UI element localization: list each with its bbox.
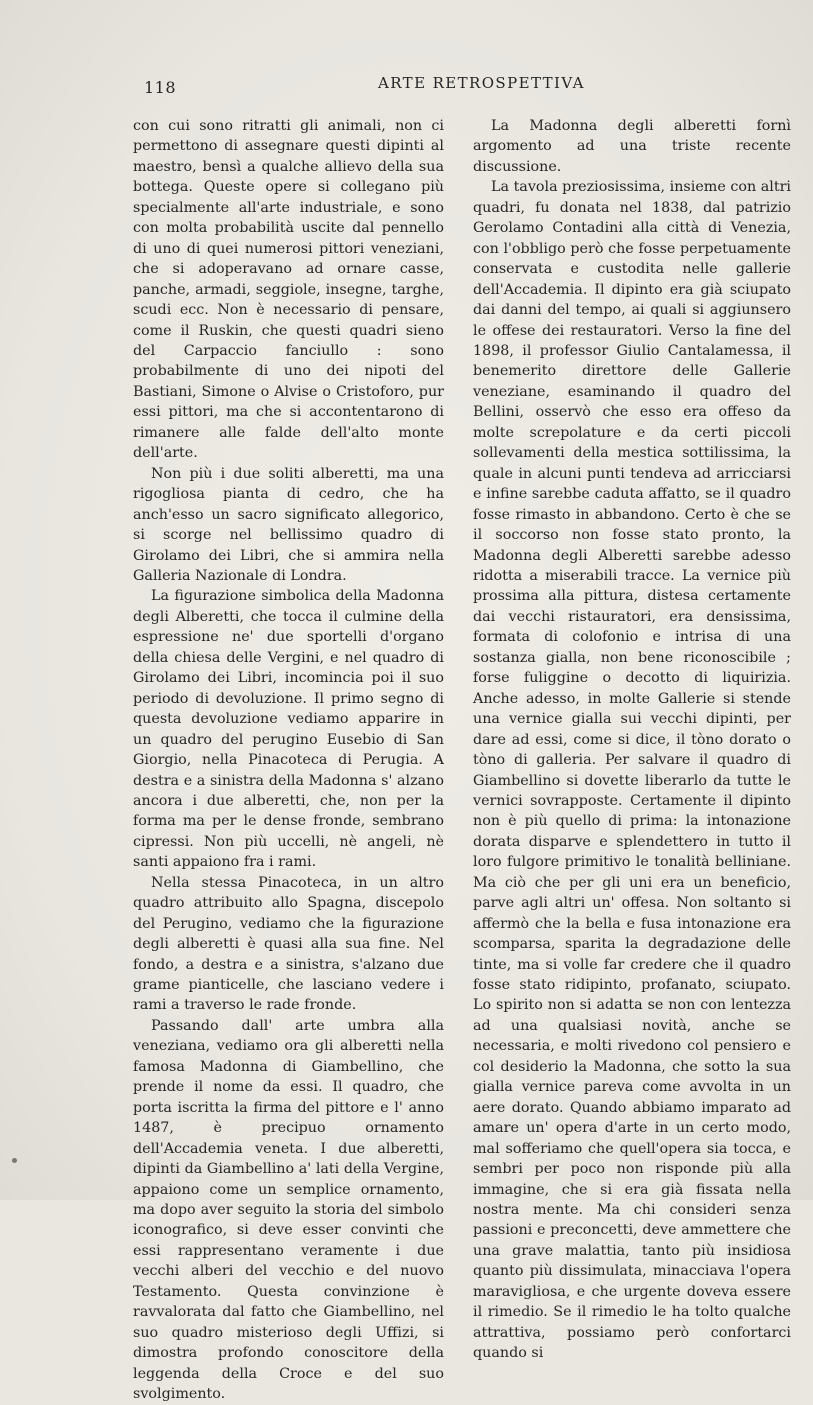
- paragraph: Passando dall' arte umbra alla veneziana, vediamo ora gli alberetti nella famosa Madonna di Giambellino, che prende il nome da essi. Il quadro, che porta iscritta la firma del pittore e l' anno 1487, è precipuo ornamento dell'Accademia veneta. I due alberetti, dipinti da Giambellino a' lati della Vergine, appaiono come un semplice ornamento, ma dopo aver seguito la storia del simbolo iconografico, si deve esser convinti che essi rappresentano veramente i due vecchi alberi del vecchio e del nuovo Testamento. Questa convinzione è ravvalorata dal fatto che Giambellino, nel suo quadro misterioso degli Uffizi, si dimostra profondo conoscitore della leggenda della Croce e del suo svolgimento.: [133, 1017, 444, 1403]
- paragraph: La tavola preziosissima, insieme con altri quadri, fu donata nel 1838, dal patrizio Gerolamo Contadini alla città di Venezia, con l'obbligo però che fosse perpetuamente conservata e custodita nelle gallerie dell'Accademia. Il dipinto era già sciupato dai danni del tempo, ai quali si aggiunsero le offese dei restauratori. Verso la fine del 1898, il professor Giulio Cantalamessa, il benemerito direttore delle Gallerie veneziane, esaminando il quadro del Bellini, osservò che esso era offeso da molte screpolature e da certi piccoli sollevamenti della mestica sottilissima, la quale in alcuni punti tendeva ad arricciarsi e infine sarebbe caduta affatto, se il quadro fosse rimasto in abbandono. Certo è che se il soccorso non fosse stato pronto, la Madonna degli Alberetti sarebbe adesso ridotta a miserabili tracce. La vernice più prossima alla pittura, distesa certamente dai vecchi ristauratori, era densissima, formata di colofonio e intrisa di una sostanza gialla, non bene riconoscibile ; forse fuliggine o decotto di liquirizia. Anche adesso, in molte Gallerie si stende una vernice gialla sui vecchi dipinti, per dare ad essi, come si dice, il tòno dorato o tòno di galleria. Per salvare il quadro di Giambellino si dovette liberarlo da tutte le vernici sovrapposte. Certamente il dipinto non è più quello di prima: la intonazione dorata disparve e splendettero in tutto il loro fulgore primitivo le tonalità belliniane. Ma ciò che per gli uni era un beneficio, parve agli altri un' offesa. Non soltanto si affermò che la bella e fusa intonazione era scomparsa, sparita la degradazione delle tinte, ma si volle far credere che il quadro fosse stato ridipinto, profanato, sciupato. Lo spirito non si adatta se non con lentezza ad una qualsiasi novità, anche se necessaria, e molti rivedono col pensiero e col desiderio la Madonna, che sotto la sua gialla vernice pareva come avvolta in un aere dorato. Quando abbiamo imparato ad amare un' opera d'arte in un certo modo, mal sofferiamo che quell'opera sia tocca, e sembri per poco non risponde più alla immagine, che si era già fissata nella nostra mente. Ma chi consideri senza passioni e preconcetti, deve ammettere che una grave malattia, tanto più insidiosa quanto più dissimulata, minacciava l'opera maravigliosa, e che urgente doveva essere il rimedio. Se il rimedio le ha tolto qualche attrattiva, possiamo però confortarci quando si: [473, 179, 791, 1362]
- paragraph: Nella stessa Pinacoteca, in un altro quadro attribuito allo Spagna, discepolo del Perugino, vediamo che la figurazione degli alberetti è quasi alla sua fine. Nel fondo, a destra e a sinistra, s'alzano due grame pianticelle, che lasciano vedere i rami a traverso le rade fronde.: [133, 874, 444, 1014]
- ink-spot: [12, 1158, 17, 1163]
- paragraph: La figurazione simbolica della Madonna degli Alberetti, che tocca il culmine della espressione ne' due sportelli d'organo della chiesa delle Vergini, e nel quadro di Girolamo dei Libri, incomincia poi il suo periodo di devoluzione. Il primo segno di questa devoluzione vediamo apparire in un quadro del perugino Eusebio di San Giorgio, nella Pinacoteca di Perugia. A destra e a sinistra della Madonna s' alzano ancora i due alberetti, che, non per la forma ma per le dense fronde, sembrano cipressi. Non più uccelli, nè angeli, nè santi appaiono fra i rami.: [133, 588, 444, 871]
- paragraph: con cui sono ritratti gli animali, non ci permettono di assegnare questi dipinti al maestro, bensì a qualche allievo della sua bottega. Queste opere si collegano più specialmente all'arte industriale, e sono con molta probabilità uscite dal pennello di uno di quei numerosi pittori veneziani, che si adoperavano ad ornare casse, panche, armadi, seggiole, insegne, targhe, scudi ecc. Non è necessario di pensare, come il Ruskin, che questi quadri sieno del Carpaccio fanciullo : sono probabilmente di uno dei nipoti del Bastiani, Simone o Alvise o Cristoforo, pur essi pittori, ma che si accontentarono di rimanere alle falde dell'alto monte dell'arte.: [133, 118, 444, 462]
- right-column: [473, 116, 791, 1364]
- left-column: [133, 116, 444, 1405]
- paragraph: Non più i due soliti alberetti, ma una rigogliosa pianta di cedro, che ha anch'esso un sacro significato allegorico, si scorge nel bellissimo quadro di Girolamo dei Libri, che si ammira nella Galleria Nazionale di Londra.: [133, 465, 444, 584]
- paragraph: La Madonna degli alberetti fornì argomento ad una triste recente discussione.: [473, 118, 791, 175]
- running-title: ARTE RETROSPETTIVA: [378, 74, 585, 92]
- page-number: 118: [144, 78, 177, 97]
